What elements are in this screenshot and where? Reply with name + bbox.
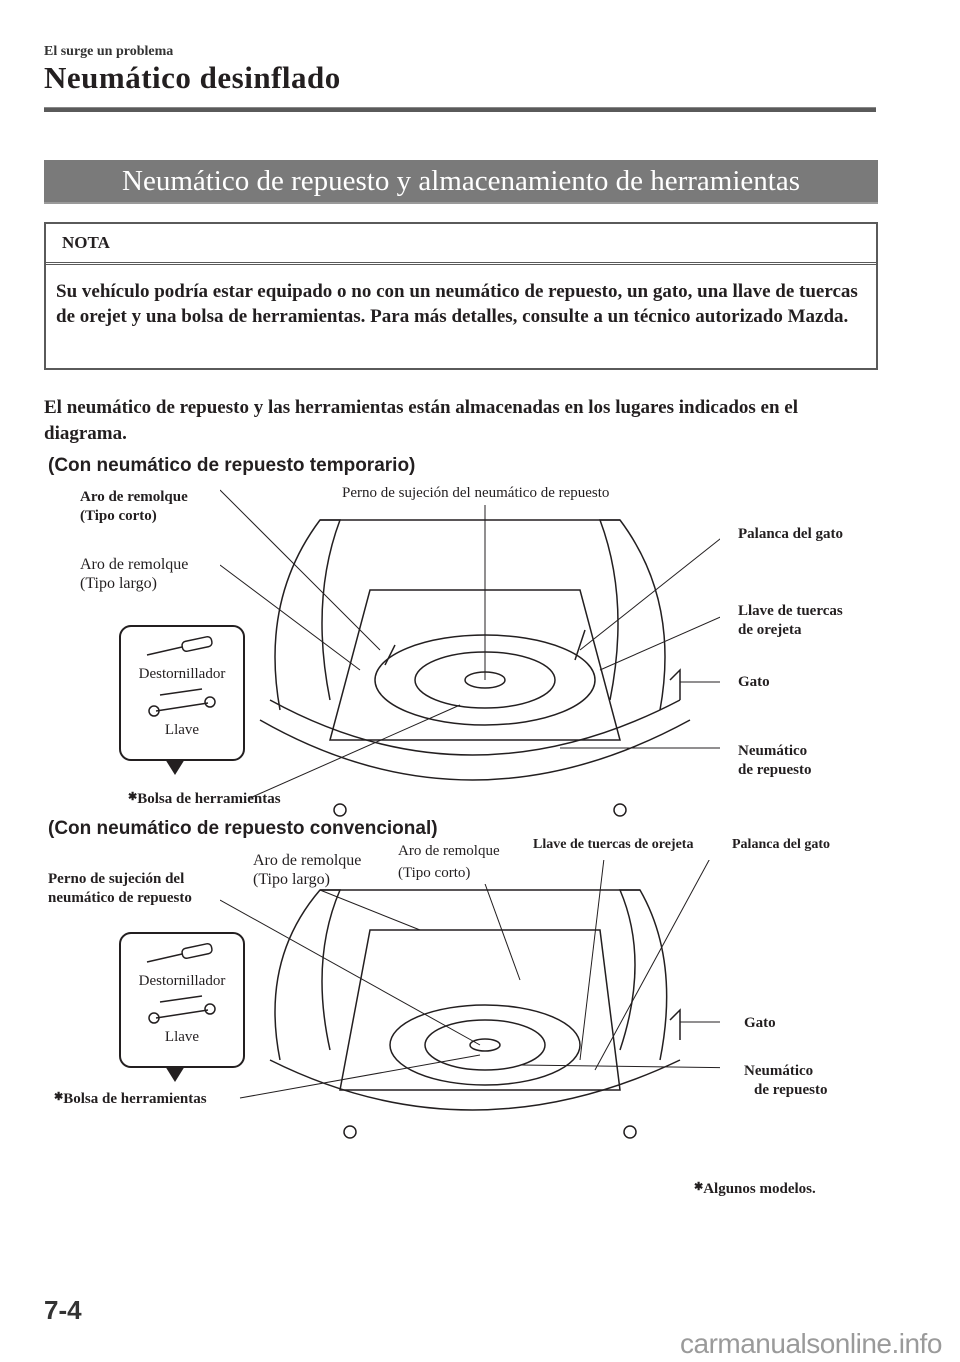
trunk-diagram-conventional	[220, 860, 720, 1150]
footnote-text: Algunos modelos.	[703, 1181, 816, 1197]
label-line: Aro de remolque	[398, 843, 500, 859]
label-screwdriver: Destornillador	[138, 973, 226, 989]
section-title: Neumático de repuesto y almacenamiento de herramientas	[44, 160, 878, 204]
label-line: de repuesto	[738, 762, 812, 778]
label-line: Aro de remolque	[80, 556, 189, 573]
label-line: Aro de remolque	[80, 489, 188, 505]
page-number: 7-4	[44, 1295, 82, 1325]
watermark: carmanualsonline.info	[680, 1328, 942, 1359]
label-jack: Gato	[738, 674, 770, 690]
label-tow-long	[80, 555, 218, 593]
label-jack-conv: Gato	[744, 1015, 776, 1031]
label-line: Neumático	[738, 743, 808, 759]
wrench-icon	[142, 990, 222, 1024]
label-tool-bag-conv	[54, 1088, 207, 1109]
note-box	[44, 222, 878, 370]
breadcrumb: El surge un problema	[44, 44, 174, 59]
screwdriver-icon	[142, 942, 222, 968]
label-bolt-conv	[48, 870, 192, 908]
asterisk-icon: ✱	[694, 1181, 704, 1193]
label-lug-wrench	[738, 602, 843, 640]
diagram-temporary-title: (Con neumático de repuesto temporario)	[48, 455, 416, 476]
label-line: (Tipo largo)	[80, 575, 157, 592]
label-line: neumático de repuesto	[48, 890, 192, 906]
asterisk-icon: ✱	[54, 1091, 64, 1103]
wrench-icon	[142, 683, 222, 717]
note-heading: NOTA	[46, 224, 876, 265]
label-line: Llave de tuercas	[738, 603, 843, 619]
label-screwdriver: Destornillador	[138, 666, 226, 682]
trunk-diagram-temporary	[220, 480, 720, 820]
footnote	[694, 1180, 816, 1198]
label-text: Bolsa de herramientas	[63, 1091, 207, 1107]
header-rule	[44, 107, 876, 112]
label-spare-conv	[744, 1062, 827, 1100]
label-lug-wrench-conv: Llave de tuercas de orejeta	[533, 837, 694, 852]
label-line: (Tipo corto)	[398, 865, 471, 881]
tool-bag-callout	[119, 625, 245, 761]
label-line: de repuesto	[754, 1082, 828, 1098]
label-jack-handle-conv: Palanca del gato	[732, 837, 830, 852]
diagram-conventional-title: (Con neumático de repuesto convencional)	[48, 818, 438, 839]
label-wrench: Llave	[164, 1029, 200, 1045]
label-tow-short-conv	[398, 840, 500, 884]
intro-text: El neumático de repuesto y las herramientas están almacenadas en los lugares indicados en el diagrama.	[44, 397, 799, 444]
asterisk-icon: ✱	[128, 791, 138, 803]
label-wrench: Llave	[164, 722, 200, 738]
label-line: de orejeta	[738, 622, 802, 638]
label-line: (Tipo largo)	[253, 871, 330, 888]
label-line: Perno de sujeción del	[48, 871, 185, 887]
label-bolt: Perno de sujeción del neumático de repuesto	[342, 485, 610, 501]
label-line: (Tipo corto)	[80, 508, 157, 524]
label-tow-short	[80, 488, 188, 526]
label-spare	[738, 742, 811, 780]
label-line: Neumático	[744, 1063, 814, 1079]
tool-bag-callout-conv	[119, 932, 245, 1068]
label-text: Bolsa de herramientas	[137, 791, 281, 807]
chapter-title: Neumático desinflado	[44, 60, 341, 95]
note-body: Su vehículo podría estar equipado o no con un neumático de repuesto, un gato, una llave de tuercas de orejet y una bolsa de herramientas. Para más detalles, consulte a un técnico autorizado Mazda.	[56, 281, 858, 327]
screwdriver-icon	[142, 635, 222, 661]
label-tow-long-conv	[253, 851, 361, 889]
label-tool-bag	[128, 788, 281, 809]
label-jack-handle: Palanca del gato	[738, 526, 843, 542]
label-line: Aro de remolque	[253, 852, 362, 869]
